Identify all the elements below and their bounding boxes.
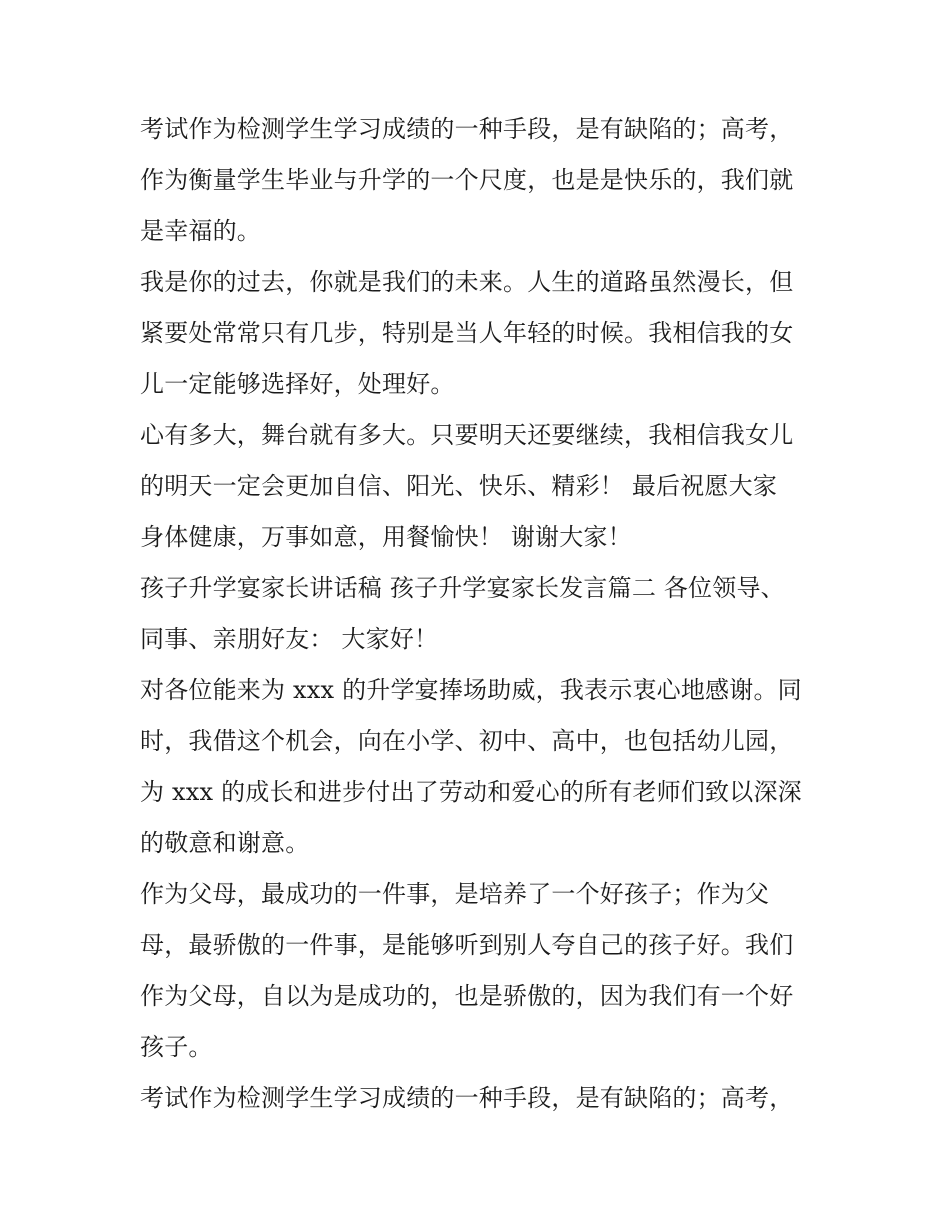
text-line: 我是你的过去，你就是我们的未来。人生的道路虽然漫长，但 [140, 268, 794, 296]
text-line: 对各位能来为 xxx 的升学宴捧场助威，我表示衷心地感谢。同 [140, 676, 802, 704]
text-line: 同事、亲朋好友： 大家好！ [140, 625, 439, 653]
text-line: 考试作为检测学生学习成绩的一种手段，是有缺陷的；高考， [140, 1084, 794, 1112]
text-line: 心有多大，舞台就有多大。只要明天还要继续，我相信我女儿 [140, 421, 794, 449]
text-line: 时，我借这个机会，向在小学、初中、高中，也包括幼儿园， [140, 727, 794, 755]
text-line: 孩子升学宴家长讲话稿 孩子升学宴家长发言篇二 各位领导、 [140, 574, 785, 602]
text-line: 是幸福的。 [140, 217, 261, 245]
text-line: 孩子。 [140, 1033, 213, 1061]
text-line: 作为父母，自以为是成功的，也是骄傲的，因为我们有一个好 [140, 982, 794, 1010]
text-line: 考试作为检测学生学习成绩的一种手段，是有缺陷的；高考， [140, 115, 794, 143]
text-line: 作为父母，最成功的一件事，是培养了一个好孩子；作为父 [140, 880, 770, 908]
text-line: 儿一定能够选择好，处理好。 [140, 370, 455, 398]
text-line: 作为衡量学生毕业与升学的一个尺度，也是是快乐的，我们就 [140, 166, 794, 194]
text-line: 紧要处常常只有几步，特别是当人年轻的时候。我相信我的女 [140, 319, 794, 347]
text-line: 的明天一定会更加自信、阳光、快乐、精彩！ 最后祝愿大家 [140, 472, 778, 500]
text-line: 身体健康，万事如意，用餐愉快！ 谢谢大家！ [140, 523, 632, 551]
text-line: 母，最骄傲的一件事，是能够听到别人夸自己的孩子好。我们 [140, 931, 794, 959]
text-line: 为 xxx 的成长和进步付出了劳动和爱心的所有老师们致以深深 [140, 778, 802, 806]
text-line: 的敬意和谢意。 [140, 829, 310, 857]
